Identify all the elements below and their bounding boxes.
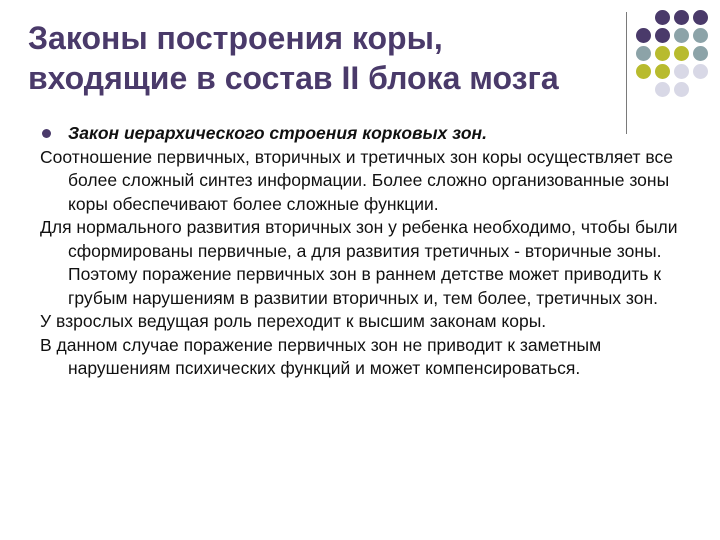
title-line-1: Законы построения коры,	[28, 20, 443, 56]
decorative-dot	[674, 82, 689, 97]
decorative-dot	[655, 28, 670, 43]
decorative-dot	[693, 46, 708, 61]
slide-body	[40, 122, 680, 381]
decorative-dot	[655, 46, 670, 61]
bullet-icon	[42, 129, 51, 138]
slide-title	[28, 18, 618, 98]
decorative-dot	[674, 10, 689, 25]
decorative-dot	[636, 28, 651, 43]
title-line-2: входящие в состав II блока мозга	[28, 60, 559, 96]
law-heading-text: Закон иерархического строения корковых зон.	[68, 123, 487, 143]
decorative-dot	[693, 64, 708, 79]
decorative-dot	[655, 82, 670, 97]
decorative-dot	[636, 10, 651, 25]
decorative-dot	[693, 10, 708, 25]
body-paragraph: Соотношение первичных, вторичных и третичных зон коры осуществляет все более сложный синтез информации. Более сложно организованные зоны коры обеспечивают более сложные функции.	[40, 146, 673, 214]
decorative-dot	[636, 64, 651, 79]
decorative-dot-grid	[636, 10, 709, 98]
body-paragraph: В данном случае поражение первичных зон не приводит к заметным нарушениям психических функций и может компенсироваться.	[40, 334, 602, 378]
decorative-dot	[674, 64, 689, 79]
body-paragraph: У взрослых ведущая роль переходит к высшим законам коры.	[40, 311, 547, 331]
body-paragraph: Для нормального развития вторичных зон у ребенка необходимо, чтобы были сформированы первичные, а для развития третичных - вторичные зоны. Поэтому поражение первичных зон в раннем детстве может приводить к грубым нарушениям в развитии вторичных и, тем более, третичных зон.	[40, 217, 678, 308]
decorative-dot	[693, 28, 708, 43]
law-heading	[40, 122, 680, 146]
decorative-dot	[674, 46, 689, 61]
title-divider-line	[626, 12, 627, 134]
decorative-dot	[636, 46, 651, 61]
decorative-dot	[693, 82, 708, 97]
decorative-dot	[636, 82, 651, 97]
decorative-dot	[655, 10, 670, 25]
decorative-dot	[674, 28, 689, 43]
decorative-dot	[655, 64, 670, 79]
